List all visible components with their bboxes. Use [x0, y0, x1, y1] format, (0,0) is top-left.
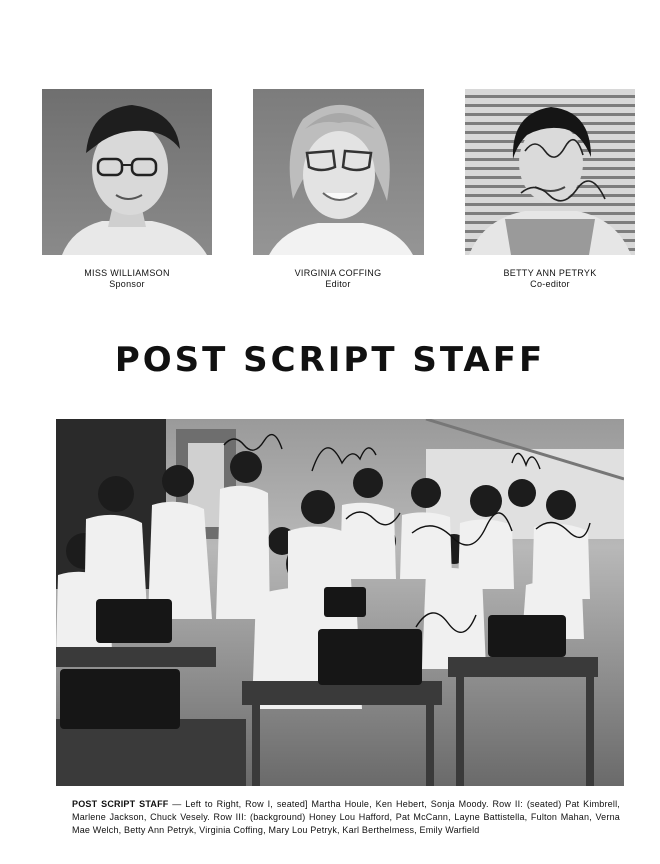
portrait-role: Editor: [325, 279, 351, 289]
portrait-name: VIRGINIA COFFING: [294, 268, 382, 278]
caption-lead: POST SCRIPT STAFF: [72, 799, 169, 809]
portrait-editor: [253, 89, 424, 255]
caption-sponsor: [42, 268, 212, 290]
portrait-role: Sponsor: [109, 279, 145, 289]
portrait-co-editor-photo: [465, 89, 635, 255]
portrait-sponsor-photo: [42, 89, 212, 255]
portrait-sponsor: [42, 89, 212, 255]
portrait-name: MISS WILLIAMSON: [84, 268, 170, 278]
portrait-co-editor: [465, 89, 635, 255]
caption-editor: [253, 268, 423, 290]
page-title: POST SCRIPT STAFF: [114, 340, 546, 380]
group-photo-caption: [72, 798, 620, 837]
caption-text: — Left to Right, Row I, seated] Martha Houle, Ken Hebert, Sonja Moody. Row II: (seated) Pat Kimbrell, Marlene Jackson, Chuck Vesely. Row III: (background) Honey Lou Hafford, Pat McCann, Layne Battistella, Fulton Mahan, Verna Mae Welch, Betty Ann Petryk, Virginia Coffing, Mary Lou Petryk, Karl Berthelmess, Emily Warfield: [72, 799, 620, 835]
portrait-role: Co-editor: [530, 279, 570, 289]
caption-co-editor: [465, 268, 635, 290]
group-photo-scene: [56, 419, 624, 786]
portrait-editor-photo: [253, 89, 424, 255]
group-photo: [56, 419, 624, 786]
portrait-name: BETTY ANN PETRYK: [503, 268, 597, 278]
